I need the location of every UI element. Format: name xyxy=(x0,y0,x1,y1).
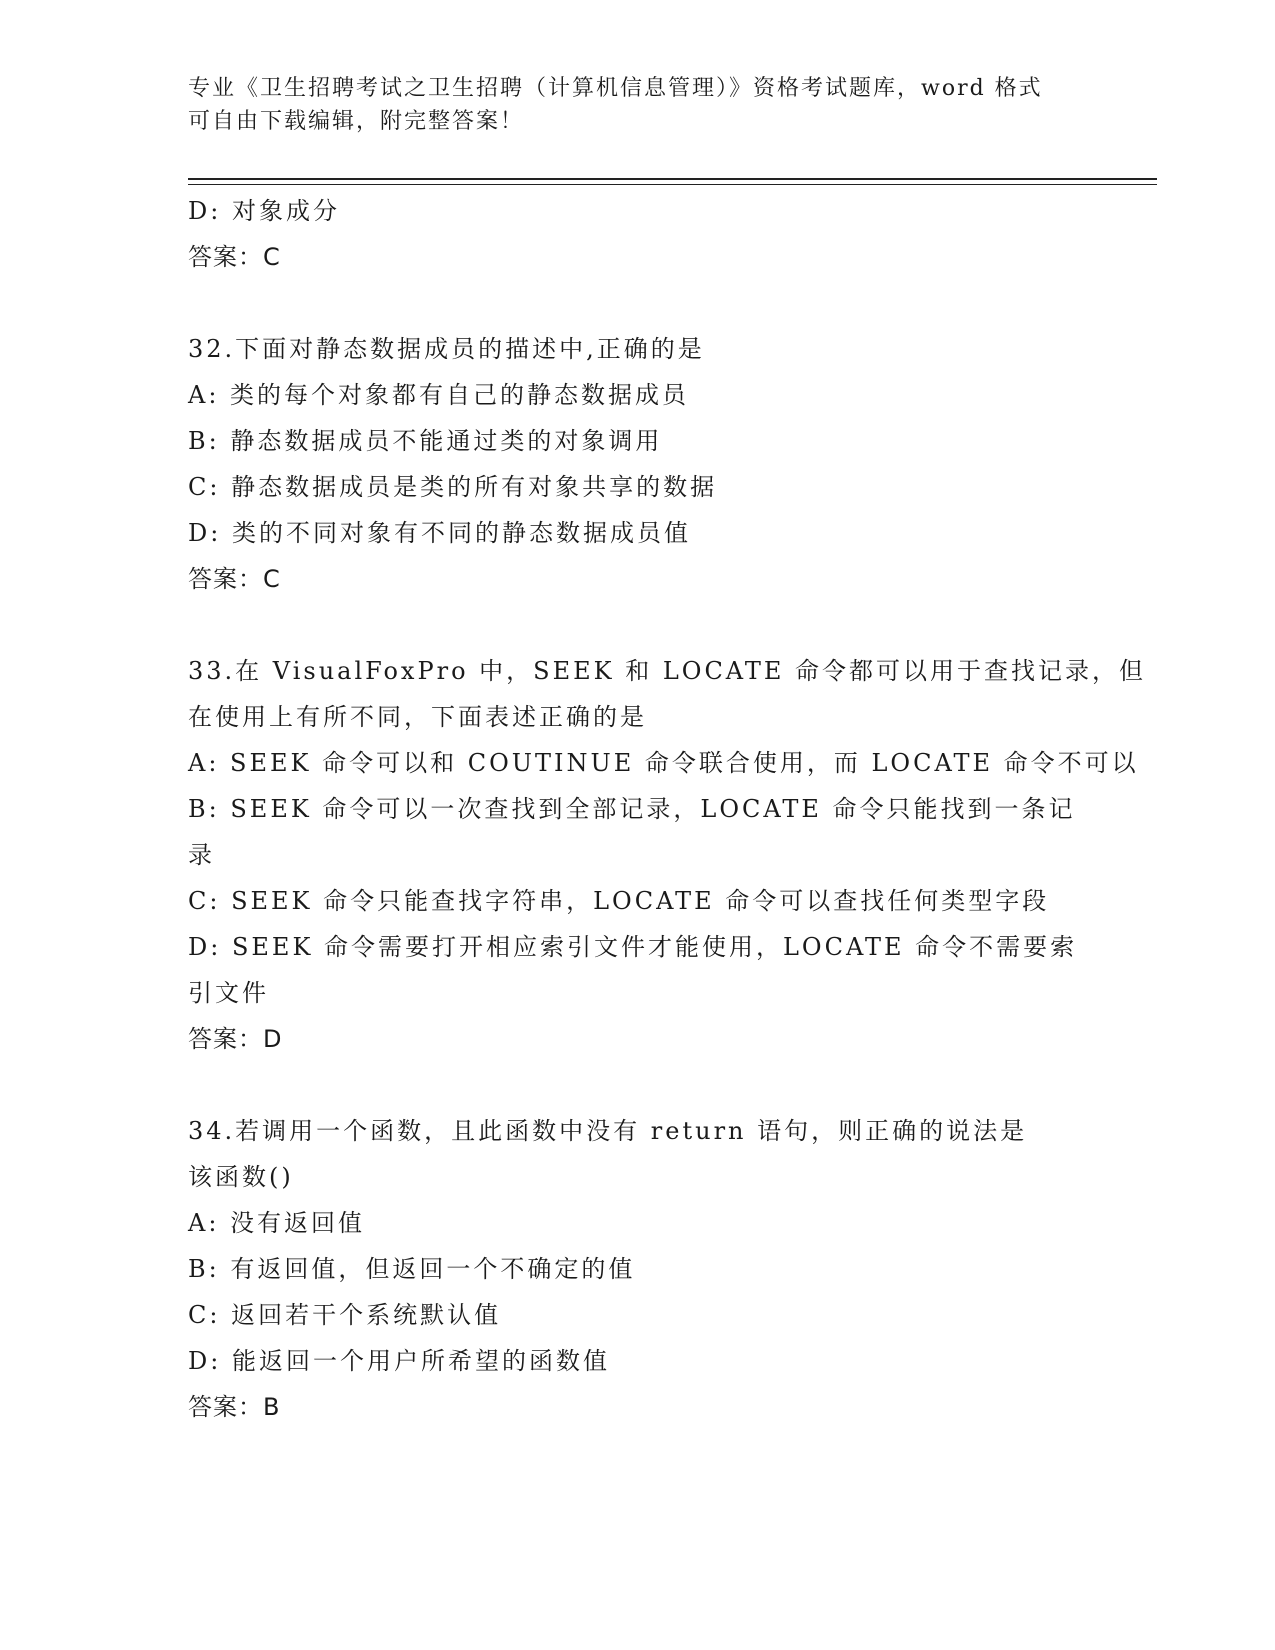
header-line-1: 专业《卫生招聘考试之卫生招聘（计算机信息管理）》资格考试题库，word 格式 xyxy=(188,76,1043,101)
question-33-option-b-line-1: B: SEEK 命令可以一次查找到全部记录，LOCATE 命令只能找到一条记 xyxy=(188,795,1076,823)
question-34-option-d: D: 能返回一个用户所希望的函数值 xyxy=(188,1347,610,1375)
question-34-option-b: B: 有返回值，但返回一个不确定的值 xyxy=(188,1255,636,1283)
question-33-answer: 答案：D xyxy=(188,1025,283,1053)
question-34-text-line-2: 该函数() xyxy=(188,1163,294,1191)
question-34-answer: 答案：B xyxy=(188,1393,281,1421)
spacer xyxy=(188,1062,1088,1108)
header-divider-thin xyxy=(188,184,1157,185)
question-33-option-d-line-1: D: SEEK 命令需要打开相应索引文件才能使用，LOCATE 命令不需要索 xyxy=(188,933,1078,961)
question-33-text-line-2: 在使用上有所不同，下面表述正确的是 xyxy=(188,703,647,731)
document-header xyxy=(188,72,1068,138)
question-32-text: 32.下面对静态数据成员的描述中,正确的是 xyxy=(188,335,705,363)
question-33-text-line-1: 33.在 VisualFoxPro 中，SEEK 和 LOCATE 命令都可以用于查找记录，但 xyxy=(188,657,1146,685)
question-32 xyxy=(188,326,1088,602)
prev-answer: 答案：C xyxy=(188,243,281,271)
question-32-option-d: D: 类的不同对象有不同的静态数据成员值 xyxy=(188,519,691,547)
question-33-option-a: A: SEEK 命令可以和 COUTINUE 命令联合使用，而 LOCATE 命令不可以 xyxy=(188,749,1139,777)
question-34 xyxy=(188,1108,1088,1430)
question-34-text-line-1: 34.若调用一个函数，且此函数中没有 return 语句，则正确的说法是 xyxy=(188,1117,1028,1145)
question-34-option-c: C: 返回若干个系统默认值 xyxy=(188,1301,502,1329)
question-33 xyxy=(188,648,1146,1062)
question-33-option-b-line-2: 录 xyxy=(188,841,215,869)
question-33-option-d-line-2: 引文件 xyxy=(188,979,269,1007)
question-32-option-c: C: 静态数据成员是类的所有对象共享的数据 xyxy=(188,473,718,501)
question-content xyxy=(188,188,1146,1430)
prev-option-d: D: 对象成分 xyxy=(188,197,340,225)
header-line-2: 可自由下载编辑，附完整答案！ xyxy=(188,109,525,134)
spacer xyxy=(188,280,1088,326)
question-34-option-a: A: 没有返回值 xyxy=(188,1209,366,1237)
question-32-option-b: B: 静态数据成员不能通过类的对象调用 xyxy=(188,427,663,455)
question-33-option-c: C: SEEK 命令只能查找字符串，LOCATE 命令可以查找任何类型字段 xyxy=(188,887,1050,915)
spacer xyxy=(188,602,1088,648)
question-32-option-a: A: 类的每个对象都有自己的静态数据成员 xyxy=(188,381,690,409)
header-divider-thick xyxy=(188,178,1157,180)
question-32-answer: 答案：C xyxy=(188,565,281,593)
